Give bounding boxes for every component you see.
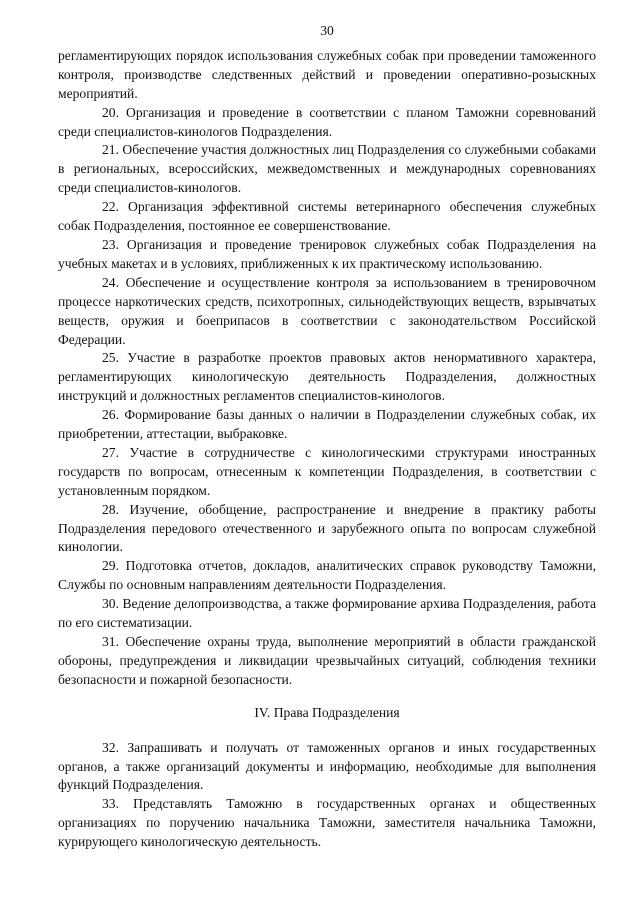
- paragraph-item-20: 20. Организация и проведение в соответствии с планом Таможни соревнований среди специалистов-кинологов Подразделения.: [58, 104, 596, 139]
- paragraph-item-27: 27. Участие в сотрудничестве с кинологическими структурами иностранных государств по вопросам, отнесенным к компетенции Подразделения, в соответствии с установленным порядком.: [58, 444, 596, 498]
- paragraph-item-29: 29. Подготовка отчетов, докладов, аналитических справок руководству Таможни, Службы по основным направлениям деятельности Подразделения.: [58, 558, 596, 593]
- paragraph-item-32: 32. Запрашивать и получать от таможенных органов и иных государственных органов, а также организаций документы и информацию, необходимые для выполнения функций Подразделения.: [58, 739, 596, 793]
- paragraph-item-30: 30. Ведение делопроизводства, а также формирование архива Подразделения, работа по его систематизации.: [58, 596, 596, 631]
- paragraph-item-25: 25. Участие в разработке проектов правовых актов ненормативного характера, регламентирующих кинологическую деятельность Подразделения, должностных инструкций и должностных регламентов специалистов-кинологов.: [58, 350, 596, 404]
- paragraph-item-28: 28. Изучение, обобщение, распространение и внедрение в практику работы Подразделения передового отечественного и зарубежного опыта по вопросам служебной кинологии.: [58, 501, 596, 555]
- paragraph-item-22: 22. Организация эффективной системы ветеринарного обеспечения служебных собак Подразделения, постоянное ее совершенствование.: [58, 199, 596, 234]
- page-number: 30: [320, 23, 334, 38]
- paragraph-item-21: 21. Обеспечение участия должностных лиц Подразделения со служебными собаками в региональных, всероссийских, межведомственных и международных соревнованиях среди специалистов-кинологов.: [58, 142, 596, 196]
- paragraph-item-26: 26. Формирование базы данных о наличии в Подразделении служебных собак, их приобретении, аттестации, выбраковке.: [58, 407, 596, 442]
- paragraph-item-23: 23. Организация и проведение тренировок служебных собак Подразделения на учебных макетах и в условиях, приближенных к их практическому использованию.: [58, 236, 596, 271]
- paragraph-item-31: 31. Обеспечение охраны труда, выполнение мероприятий в области гражданской обороны, предупреждения и ликвидации чрезвычайных ситуаций, соблюдения техники безопасности и пожарной безопасности.: [58, 634, 596, 687]
- section-iv-items: [58, 739, 596, 852]
- paragraph-continuation: регламентирующих порядок использования служебных собак при проведении таможенного контроля, производстве следственных действий и проведении оперативно-розыскных мероприятий.: [58, 47, 596, 101]
- section-iii-items: [58, 47, 596, 690]
- paragraph-item-24: 24. Обеспечение и осуществление контроля за использованием в тренировочном процессе наркотических средств, психотропных, сильнодействующих веществ, взрывчатых веществ, оружия и боеприпасов в соответствии с законодательством Российской Федерации.: [58, 274, 596, 347]
- section-heading: IV. Права Подразделения: [254, 704, 400, 720]
- paragraph-item-33: 33. Представлять Таможню в государственных органах и общественных организациях по поручению начальника Таможни, заместителя начальника Таможни, курирующего кинологическую деятельность.: [58, 796, 596, 850]
